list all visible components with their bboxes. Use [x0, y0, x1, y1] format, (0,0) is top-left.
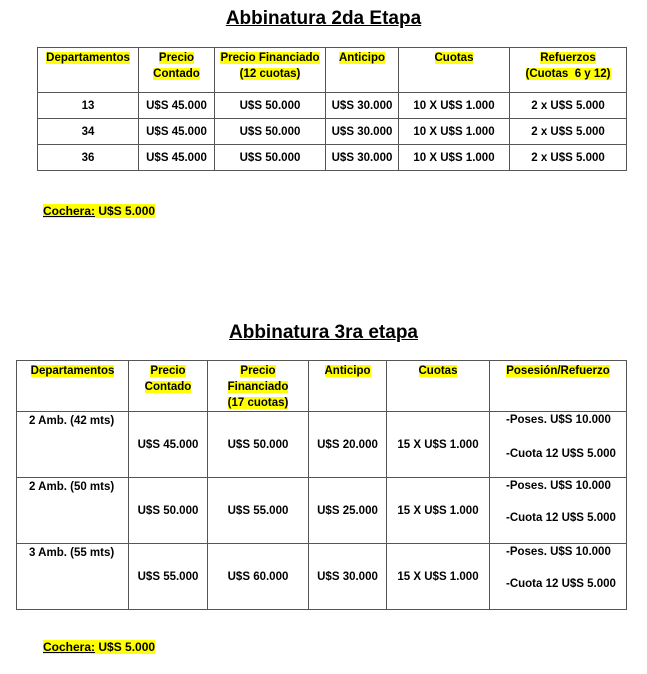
- cell-cuotas: 15 X U$S 1.000: [387, 412, 490, 478]
- cell-unit: 3 Amb. (55 mts): [17, 544, 129, 610]
- cell-unit: 13: [38, 93, 139, 119]
- header-refuerzos: Refuerzos (Cuotas 6 y 12): [510, 48, 627, 93]
- cell-contado: U$S 45.000: [139, 93, 215, 119]
- cell-unit: 2 Amb. (42 mts): [17, 412, 129, 478]
- section2-title: Abbinatura 3ra etapa: [229, 322, 418, 343]
- cell-cuotas: 15 X U$S 1.000: [387, 544, 490, 610]
- cochera-note-1: [43, 204, 155, 218]
- posesion-text: -Poses. U$S 10.000: [506, 414, 611, 426]
- table-header-row: [17, 361, 627, 412]
- header-cuotas: Cuotas: [399, 48, 510, 93]
- cell-financiado: U$S 50.000: [208, 412, 309, 478]
- cochera-label: Cochera:: [43, 204, 96, 218]
- table-3ra-etapa: [16, 360, 627, 610]
- cell-cuotas: 10 X U$S 1.000: [399, 93, 510, 119]
- cell-contado: U$S 45.000: [129, 412, 208, 478]
- cochera-note-2: [43, 640, 155, 654]
- cell-cuotas: 10 X U$S 1.000: [399, 119, 510, 145]
- table-row: [17, 478, 627, 544]
- header-departamentos: Departamentos: [38, 48, 139, 93]
- refuerzo-text: -Cuota 12 U$S 5.000: [506, 578, 616, 590]
- cell-contado: U$S 45.000: [139, 119, 215, 145]
- cell-cuotas: 15 X U$S 1.000: [387, 478, 490, 544]
- cell-refuerzos: 2 x U$S 5.000: [510, 119, 627, 145]
- header-precio-financiado: Precio Financiado (12 cuotas): [215, 48, 326, 93]
- posesion-text: -Poses. U$S 10.000: [506, 546, 611, 558]
- table-row: [38, 145, 627, 171]
- header-precio-contado: Precio Contado: [139, 48, 215, 93]
- cell-anticipo: U$S 30.000: [309, 544, 387, 610]
- table-row: [38, 93, 627, 119]
- cell-anticipo: U$S 25.000: [309, 478, 387, 544]
- header-anticipo: Anticipo: [326, 48, 399, 93]
- cell-financiado: U$S 55.000: [208, 478, 309, 544]
- cell-posesion-refuerzo: [490, 412, 627, 478]
- table-header-row: [38, 48, 627, 93]
- cell-anticipo: U$S 30.000: [326, 93, 399, 119]
- cell-financiado: U$S 50.000: [215, 93, 326, 119]
- cell-posesion-refuerzo: [490, 478, 627, 544]
- cochera-label: Cochera:: [43, 640, 96, 654]
- cell-anticipo: U$S 20.000: [309, 412, 387, 478]
- cell-cuotas: 10 X U$S 1.000: [399, 145, 510, 171]
- header-posesion-refuerzo: Posesión/Refuerzo: [490, 361, 627, 412]
- cell-unit: 34: [38, 119, 139, 145]
- table-row: [17, 412, 627, 478]
- header-precio-contado: Precio Contado: [129, 361, 208, 412]
- cell-financiado: U$S 50.000: [215, 145, 326, 171]
- cell-contado: U$S 45.000: [139, 145, 215, 171]
- cell-unit: 2 Amb. (50 mts): [17, 478, 129, 544]
- cochera-value: U$S 5.000: [95, 204, 156, 218]
- header-departamentos: Departamentos: [17, 361, 129, 412]
- cell-anticipo: U$S 30.000: [326, 145, 399, 171]
- cell-unit: 36: [38, 145, 139, 171]
- header-cuotas: Cuotas: [387, 361, 490, 412]
- cell-refuerzos: 2 x U$S 5.000: [510, 93, 627, 119]
- cell-anticipo: U$S 30.000: [326, 119, 399, 145]
- header-anticipo: Anticipo: [309, 361, 387, 412]
- cell-refuerzos: 2 x U$S 5.000: [510, 145, 627, 171]
- refuerzo-text: -Cuota 12 U$S 5.000: [506, 512, 616, 524]
- table-2da-etapa: [37, 47, 627, 171]
- cell-financiado: U$S 50.000: [215, 119, 326, 145]
- cell-posesion-refuerzo: [490, 544, 627, 610]
- table-row: [17, 544, 627, 610]
- header-precio-financiado: Precio Financiado (17 cuotas): [208, 361, 309, 412]
- cell-contado: U$S 55.000: [129, 544, 208, 610]
- cell-contado: U$S 50.000: [129, 478, 208, 544]
- section1-title: Abbinatura 2da Etapa: [225, 8, 422, 29]
- posesion-text: -Poses. U$S 10.000: [506, 480, 611, 492]
- refuerzo-text: -Cuota 12 U$S 5.000: [506, 448, 616, 460]
- cell-financiado: U$S 60.000: [208, 544, 309, 610]
- table-row: [38, 119, 627, 145]
- cochera-value: U$S 5.000: [95, 640, 156, 654]
